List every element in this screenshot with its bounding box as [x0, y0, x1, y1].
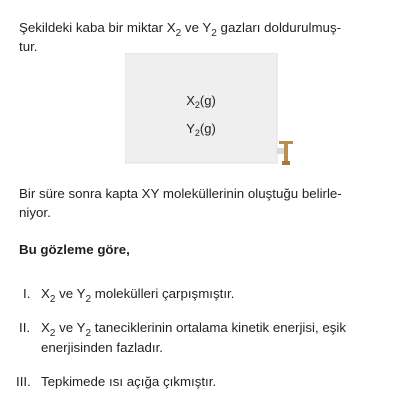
statement-1-text [41, 285, 234, 303]
gas-label-y2 [125, 121, 277, 137]
intro-line-1 [19, 19, 341, 37]
s1-sub1: 2 [49, 294, 56, 305]
gas2-sub: 2 [194, 128, 200, 138]
gas-container-figure [125, 53, 295, 171]
intro-line-2: tur. [19, 39, 38, 54]
statement-3-text: Tepkimede ısı açığa çıkmıştır. [41, 374, 217, 389]
intro-text-c: gazları doldurulmuş- [216, 20, 342, 35]
gas2-state: (g) [199, 121, 216, 136]
s1-mid: ve Y [55, 286, 86, 301]
intro-text-b: ve Y [181, 20, 212, 35]
s1-suffix: molekülleri çarpışmıştır. [91, 286, 235, 301]
statement-2-numeral: II. [19, 320, 31, 335]
intro-text-a: Şekildeki kaba bir miktar X [19, 20, 176, 35]
statement-3-numeral: III. [16, 374, 31, 389]
gas-label-x2 [125, 93, 277, 109]
gas-container-illustration [125, 53, 295, 171]
gas1-symbol: X [186, 93, 195, 108]
s2-sub1: 2 [49, 328, 56, 339]
statement-2-text-line-2: enerjisinden fazladır. [41, 340, 163, 355]
s1-prefix: X [41, 286, 50, 301]
intro-sub-y: 2 [211, 28, 217, 39]
gas1-sub: 2 [194, 100, 200, 110]
observation-line-1: Bir süre sonra kapta XY moleküllerinin oluştuğu belirle- [19, 186, 342, 201]
observation-line-2: niyor. [19, 205, 51, 220]
s2-prefix: X [41, 320, 50, 335]
statement-2-text-line-1 [41, 319, 346, 337]
s1-sub2: 2 [85, 294, 92, 305]
s2-sub2: 2 [85, 328, 92, 339]
question-heading: Bu gözleme göre, [19, 242, 130, 257]
statement-1-numeral: I. [23, 286, 31, 301]
s2-mid: ve Y [55, 320, 86, 335]
s2-suffix: taneciklerinin ortalama kinetik enerjisi, eşik [91, 320, 347, 335]
gas2-symbol: Y [186, 121, 195, 136]
intro-sub-x: 2 [175, 28, 182, 39]
gas1-state: (g) [199, 93, 216, 108]
